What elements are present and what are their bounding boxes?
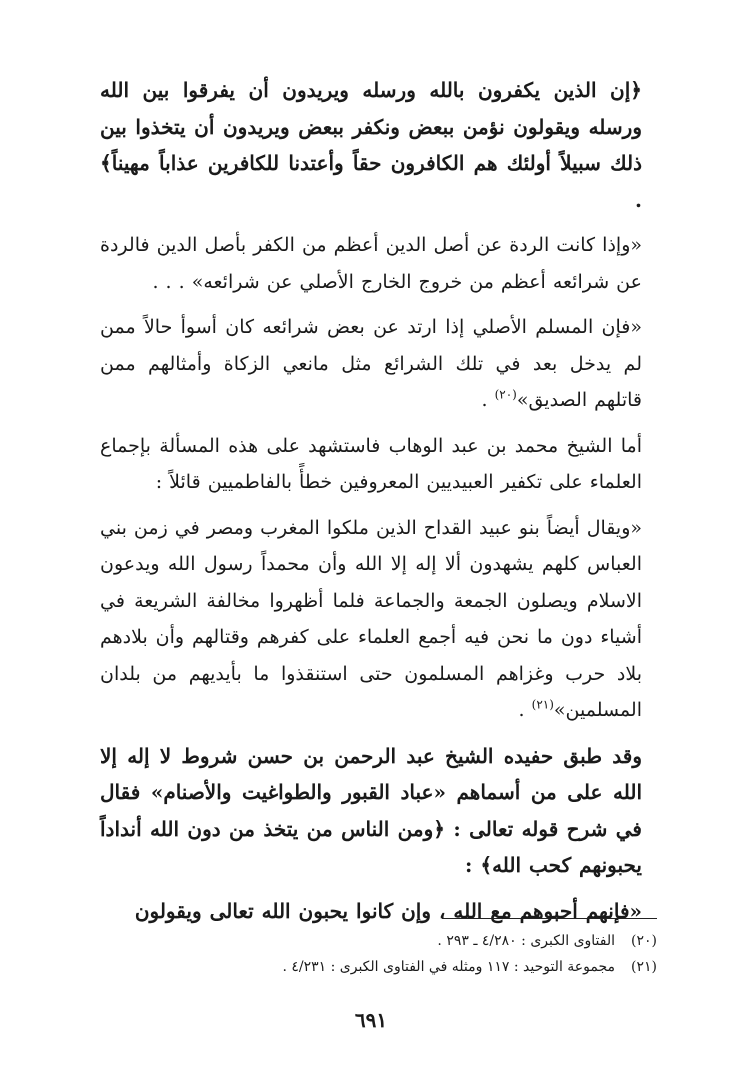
quote-text: «فإن المسلم الأصلي إذا ارتد عن بعض شرائعه كان أسوأ حالاً ممن لم يدخل بعد في تلك الشرائع مثل مانعي الزكاة وأمثالهم ممن قاتلهم الصديق» bbox=[100, 316, 643, 411]
footnote-21 bbox=[100, 954, 657, 980]
quote-paragraph-continued bbox=[100, 893, 642, 930]
footnote-text: الفتاوى الكبرى : ٤/٢٨٠ ـ ٢٩٣ . bbox=[437, 933, 616, 949]
quote-paragraph-ubaydis bbox=[100, 510, 642, 729]
footnote-ref-21[interactable]: (٢١) bbox=[531, 697, 554, 712]
quran-verse-text: ﴿إن الذين يكفرون بالله ورسله ويريدون أن يفرقوا بين الله ورسله ويقولون نؤمن ببعض ونكفر ببعض ويريدون أن يتخذوا بين ذلك سبيلاً أولئك هم الكافرون حقاً وأعتدنا للكافرين عذاباً مهيناً﴾ . bbox=[100, 78, 642, 212]
footnote-text: مجموعة التوحيد : ١١٧ ومثله في الفتاوى الكبرى : ٤/٢٣١ . bbox=[282, 959, 616, 975]
narrative-paragraph-abdulrahman bbox=[100, 738, 642, 884]
quote-text: «ويقال أيضاً بنو عبيد القداح الذين ملكوا المغرب ومصر في زمن بني العباس كلهم يشهدون ألا إله إلا الله وأن محمداً رسول الله ويدعون الاسلام ويصلون الجمعة والجماعة فلما أظهروا مخالفة الشريعة في أشياء دون ما نحن فيه أجمع العلماء على كفرهم وقتالهم وأن بلادهم بلاد حرب وغزاهم المسلمون حتى استنقذوا ما بأيديهم من بلدان المسلمين» bbox=[100, 516, 642, 721]
footnotes-section bbox=[100, 928, 657, 980]
quran-verse-paragraph bbox=[100, 72, 642, 218]
quote-text: «وإذا كانت الردة عن أصل الدين أعظم من الكفر بأصل الدين فالردة عن شرائعه أعظم من خروج الخارج الأصلي عن شرائعه» . . . bbox=[100, 234, 642, 293]
sentence-end: . bbox=[518, 699, 532, 721]
page-number: ٦٩١ bbox=[354, 1008, 388, 1032]
narrative-text: وقد طبق حفيده الشيخ عبد الرحمن بن حسن شروط لا إله إلا الله على من أسماهم «عباد القبور والطواغيت والأصنام» فقال في شرح قوله تعالى : ﴿ومن الناس من يتخذ من دون الله أنداداً يحبونهم كحب الله﴾ : bbox=[100, 743, 642, 877]
quote-paragraph-apostasy bbox=[100, 227, 642, 300]
narrative-text: أما الشيخ محمد بن عبد الوهاب فاستشهد على هذه المسألة بإجماع العلماء على تكفير العبيديين المعروفين خطأً بالفاطميين قائلاً : bbox=[100, 434, 642, 493]
footnote-number: (٢٠) bbox=[631, 933, 657, 949]
footnote-number: (٢١) bbox=[631, 959, 657, 975]
narrative-paragraph-ibn-abdulwahhab bbox=[100, 428, 642, 501]
quote-paragraph-original-muslim bbox=[100, 309, 642, 419]
footnote-ref-20[interactable]: (٢٠) bbox=[494, 387, 517, 402]
footnote-separator bbox=[442, 918, 657, 919]
quote-text: «فإنهم أحبوهم مع الله ، وإن كانوا يحبون الله تعالى ويقولون bbox=[134, 898, 642, 923]
sentence-end: . bbox=[481, 389, 495, 411]
footnote-20 bbox=[100, 928, 657, 954]
body-text bbox=[100, 72, 642, 938]
